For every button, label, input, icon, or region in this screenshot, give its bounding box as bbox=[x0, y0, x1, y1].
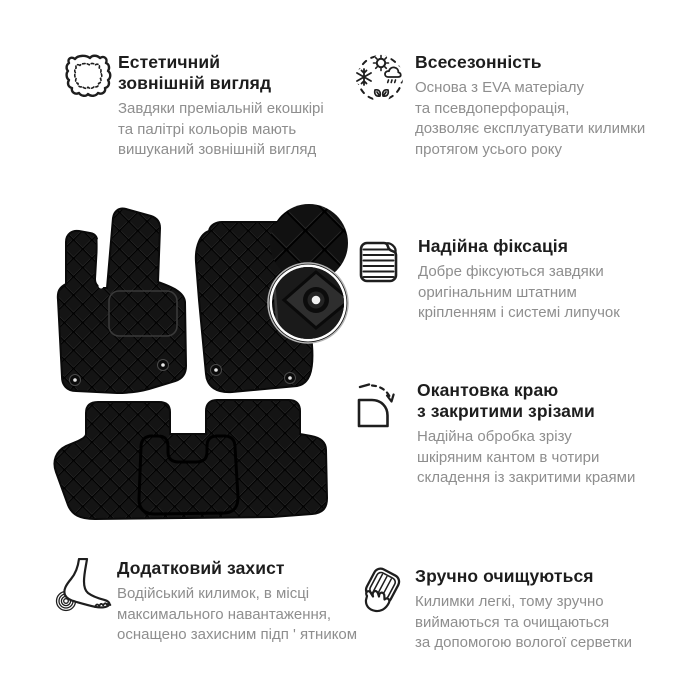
feature-easy-clean bbox=[354, 566, 684, 654]
feature-text: кріпленням і системі липучок bbox=[418, 304, 620, 321]
feature-text: протягом усього року bbox=[415, 140, 562, 158]
feature-all-season bbox=[354, 52, 674, 160]
feature-title: Додатковий захист bbox=[117, 558, 285, 578]
feature-title: зовнішній вигляд bbox=[118, 73, 272, 93]
feature-title: Всесезонність bbox=[415, 52, 542, 72]
feature-text: вишуканий зовнішній вигляд bbox=[118, 141, 317, 158]
feature-text: та палітрі кольорів мають bbox=[118, 120, 297, 138]
feature-title: Зручно очищуються bbox=[415, 566, 594, 586]
feature-text: Надійна обробка зрізу bbox=[417, 428, 572, 445]
feature-protection bbox=[54, 558, 364, 646]
feature-text: оригінальним штатним bbox=[418, 283, 577, 301]
rear-mat bbox=[54, 400, 327, 519]
feature-title: з закритими зрізами bbox=[417, 401, 595, 421]
feature-text: оснащено захисним підп ' ятником bbox=[117, 626, 358, 643]
driver-mat bbox=[58, 208, 186, 393]
feature-text: складення із закритими краями bbox=[417, 469, 636, 486]
feature-fixation bbox=[354, 236, 674, 324]
folded-edge-icon bbox=[351, 380, 403, 432]
heel-pad bbox=[109, 291, 177, 336]
feature-aesthetic bbox=[64, 52, 344, 161]
feature-text: Основа з EVA матеріалу bbox=[415, 79, 585, 96]
feature-text: та псевдоперфорація, bbox=[415, 99, 570, 117]
feature-text: Добре фіксуються завдяки bbox=[418, 263, 604, 280]
grommet bbox=[211, 365, 222, 376]
feature-text: виймаються та очищаються bbox=[415, 613, 610, 631]
feature-text: Килимки легкі, тому зручно bbox=[415, 593, 604, 610]
grommet bbox=[70, 375, 81, 386]
feature-title: Естетичний bbox=[118, 52, 221, 72]
feature-text: Завдяки преміальній екошкірі bbox=[118, 100, 324, 117]
feature-edge-trim bbox=[351, 380, 681, 489]
feature-text: дозволяє експлуатувати килимки bbox=[415, 120, 646, 137]
feature-text: Водійський килимок, в місці bbox=[117, 585, 310, 602]
grommet bbox=[158, 360, 169, 371]
leather-hide-icon bbox=[64, 52, 112, 100]
hand-wipe-icon bbox=[354, 566, 406, 618]
feature-text: максимального навантаження, bbox=[117, 605, 332, 623]
feature-title: Окантовка краю bbox=[417, 380, 559, 400]
foot-heel-icon bbox=[54, 558, 112, 614]
feature-title: Надійна фіксація bbox=[418, 236, 569, 256]
grommet bbox=[285, 373, 296, 384]
feature-text: за допомогою вологої серветки bbox=[415, 634, 633, 651]
ribbed-mat-icon bbox=[354, 236, 406, 288]
seasons-weather-icon bbox=[354, 52, 406, 104]
feature-text: шкіряним кантом в чотири bbox=[417, 448, 600, 466]
